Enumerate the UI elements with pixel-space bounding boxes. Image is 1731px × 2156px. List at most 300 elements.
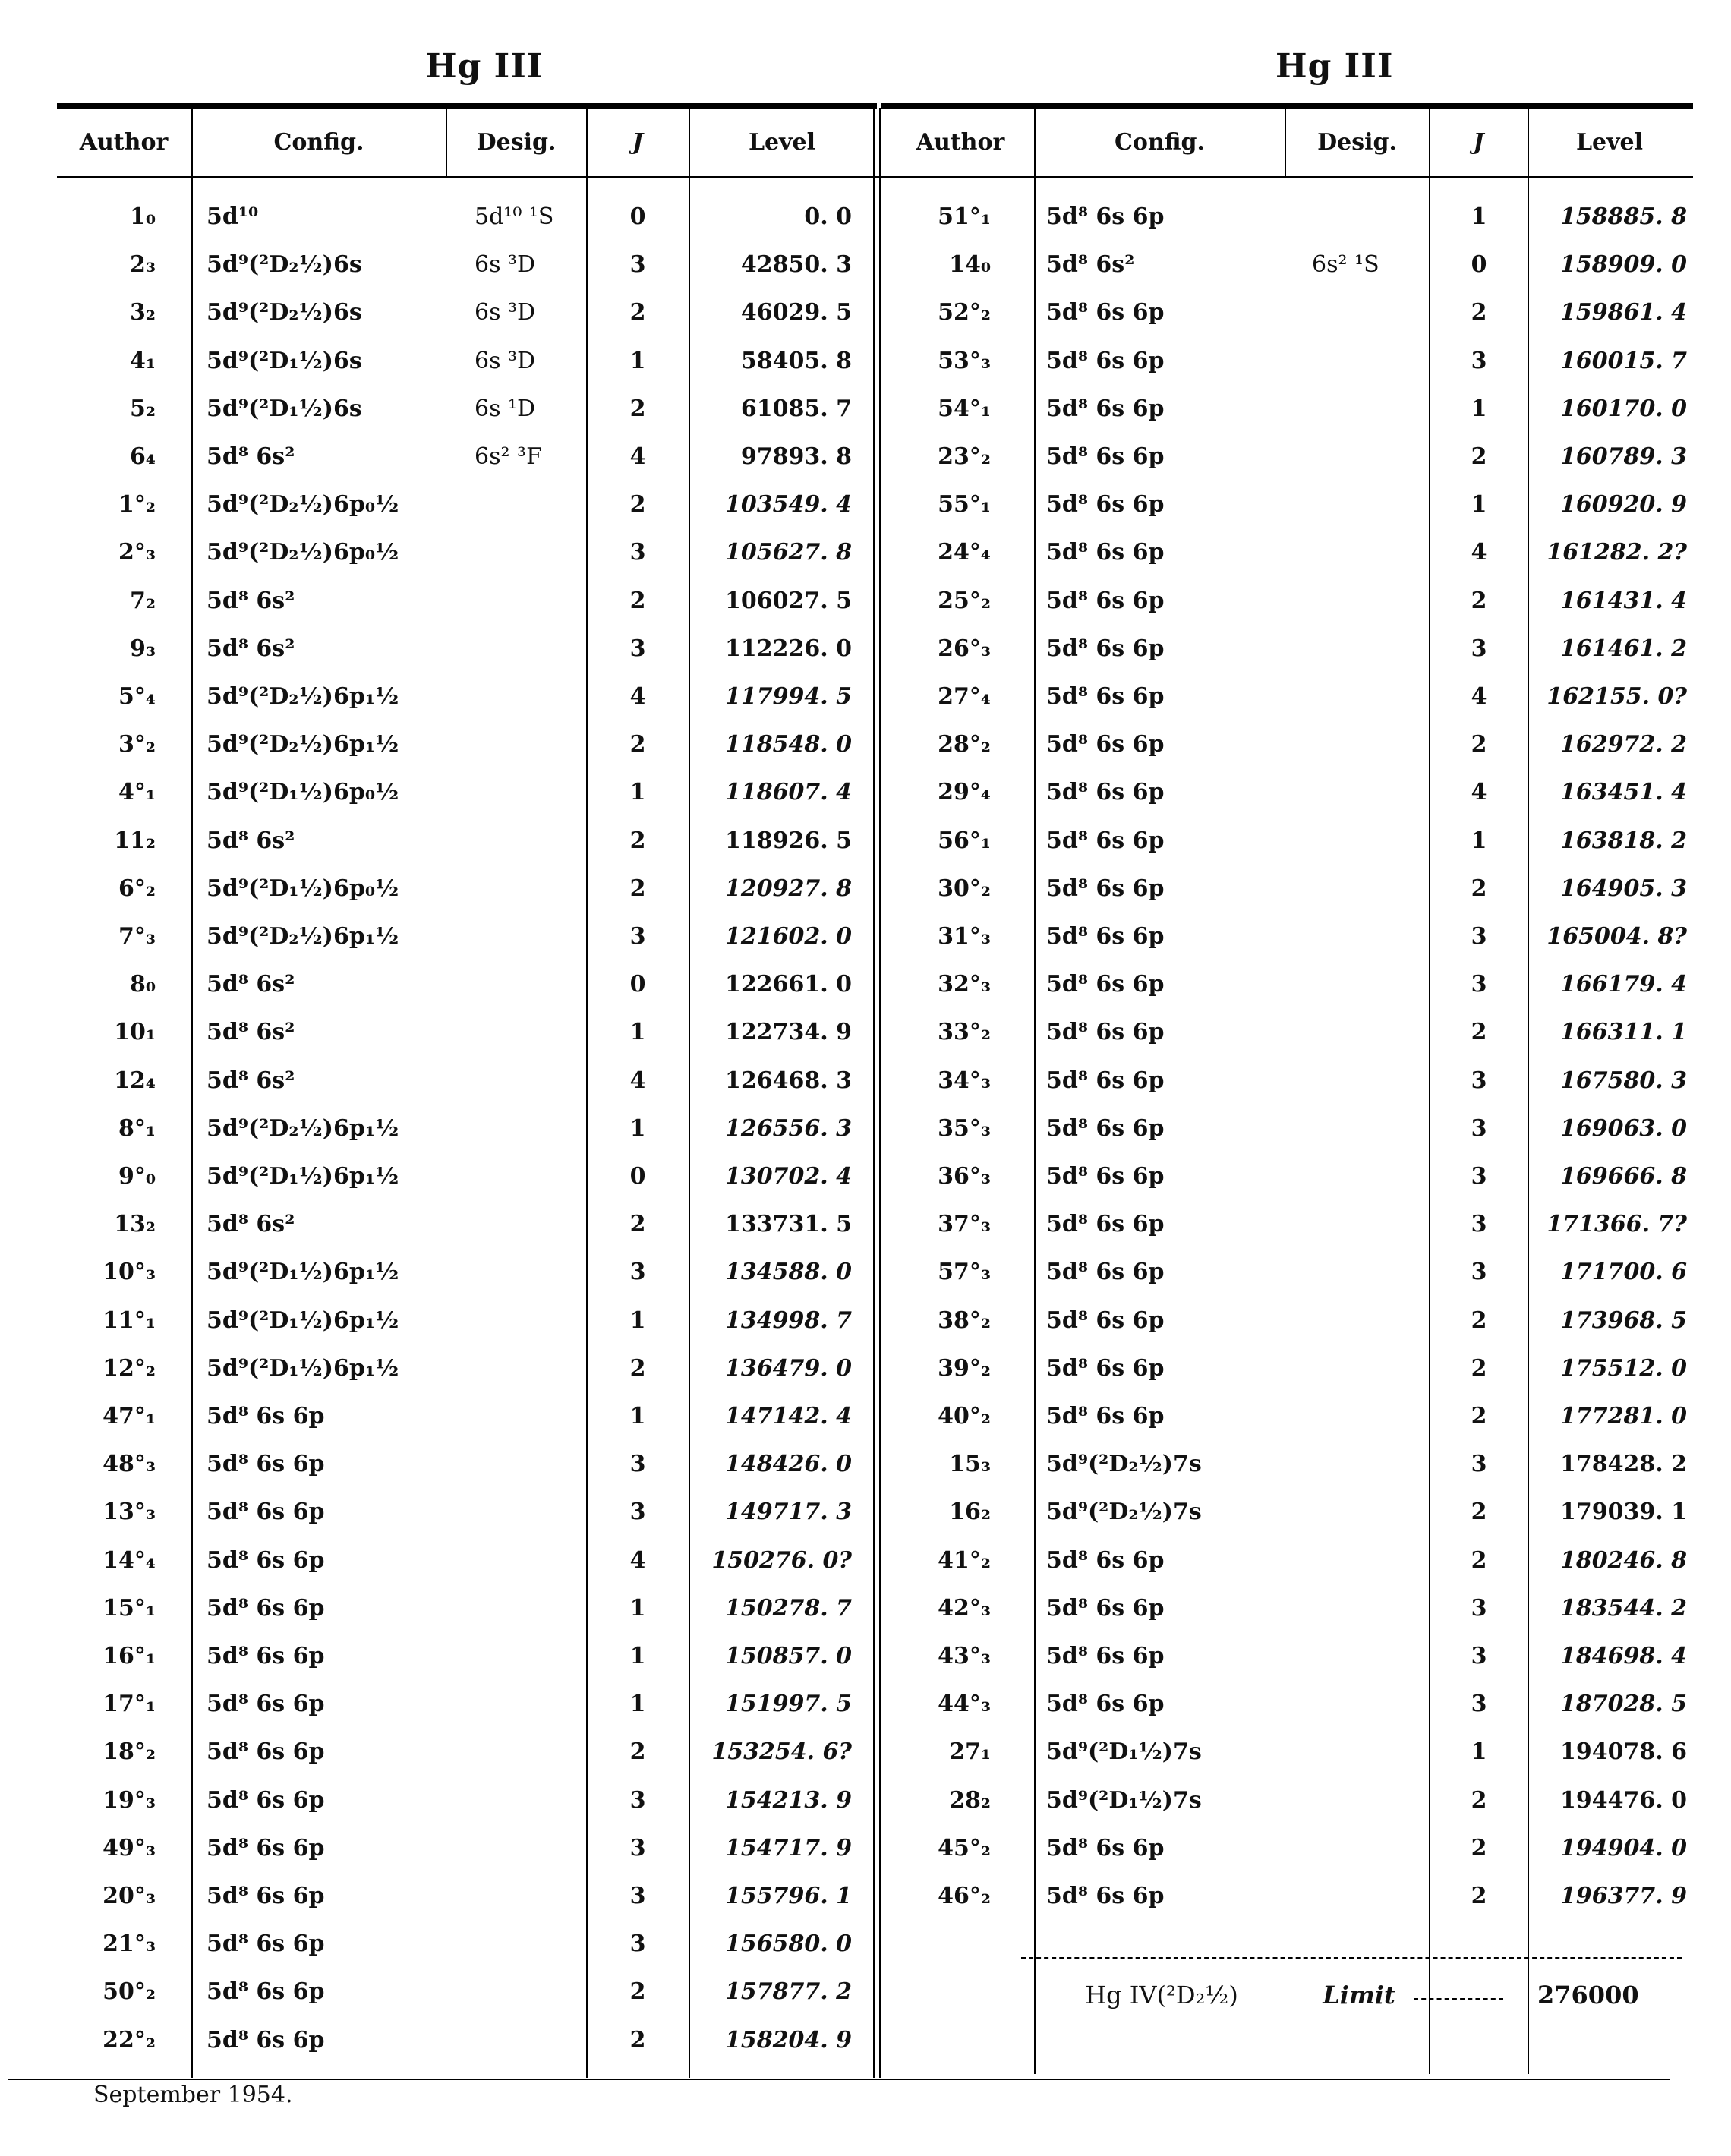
cell-level: 160170. 0	[1559, 395, 1687, 422]
table-row	[0, 1921, 1731, 1968]
cell-author: 57°₃	[938, 1259, 991, 1286]
cell-j: 3	[629, 1883, 646, 1909]
table-row	[0, 913, 1731, 960]
cell-desig	[1312, 1297, 1426, 1344]
cell-author: 52°₂	[938, 299, 991, 326]
cell-config: 5d⁹(²D₂½)6p₁½	[207, 731, 399, 758]
cell-level: 163451. 4	[1559, 779, 1687, 806]
cell-author: 41°₂	[938, 1546, 991, 1574]
cell-config: 5d⁸ 6s 6p	[1046, 635, 1165, 662]
cell-j: 4	[1471, 539, 1487, 566]
cell-config: 5d⁸ 6s²	[207, 827, 295, 854]
cell-level: 150278. 7	[724, 1594, 852, 1622]
cell-config: 5d⁹(²D₂½)6s	[207, 251, 362, 279]
cell-author: 20°₃	[102, 1883, 156, 1909]
cell-author: 4₁	[129, 347, 156, 374]
cell-config: 5d⁸ 6s 6p	[207, 1691, 325, 1718]
cell-desig	[1312, 721, 1426, 768]
col-header-config-left: Config.	[273, 129, 364, 156]
cell-desig	[1312, 1441, 1426, 1488]
cell-j: 2	[629, 1354, 646, 1382]
cell-level: 97893. 8	[740, 443, 852, 470]
cell-desig	[1312, 1105, 1426, 1152]
cell-author: 47°₁	[102, 1403, 156, 1429]
cell-level: 42850. 3	[740, 251, 852, 279]
cell-level: 179039. 1	[1559, 1499, 1687, 1526]
cell-desig	[1312, 626, 1426, 673]
cell-level: 112226. 0	[724, 635, 852, 662]
cell-level: 126556. 3	[724, 1114, 852, 1142]
cell-config: 5d⁹(²D₂½)7s	[1046, 1451, 1202, 1478]
cell-config: 5d⁹(²D₂½)6s	[207, 299, 362, 326]
cell-config: 5d⁸ 6s 6p	[1046, 347, 1165, 374]
cell-config: 5d⁸ 6s 6p	[1046, 1019, 1165, 1046]
cell-level: 133731. 5	[724, 1211, 852, 1238]
cell-desig	[1312, 1681, 1426, 1728]
table-row	[0, 1777, 1731, 1824]
cell-desig	[1312, 865, 1426, 913]
cell-j: 1	[1471, 1738, 1487, 1766]
cell-config: 5d⁸ 6s 6p	[1046, 1259, 1165, 1286]
cell-config: 5d⁸ 6s 6p	[1046, 1307, 1165, 1334]
cell-desig	[475, 1968, 588, 2016]
cell-level: 183544. 2	[1559, 1594, 1687, 1622]
cell-level: 163818. 2	[1559, 827, 1687, 854]
cell-level: 160789. 3	[1559, 443, 1687, 470]
cell-desig	[1312, 1729, 1426, 1776]
table-row	[0, 721, 1731, 768]
cell-j: 2	[1471, 875, 1487, 902]
table-row	[0, 1585, 1731, 1632]
cell-author: 1₀	[129, 203, 156, 230]
cell-j: 0	[1471, 251, 1487, 279]
cell-desig: 6s² ³F	[475, 443, 542, 470]
cell-j: 2	[629, 491, 646, 519]
cell-level: 157877. 2	[724, 1978, 852, 2006]
cell-level: 171700. 6	[1559, 1259, 1687, 1286]
cell-level: 58405. 8	[740, 347, 852, 374]
cell-j: 2	[629, 299, 646, 326]
cell-j: 4	[1471, 683, 1487, 710]
cell-j: 1	[629, 1114, 646, 1142]
cell-config: 5d⁹(²D₁½)7s	[1046, 1738, 1202, 1766]
cell-j: 0	[629, 971, 646, 998]
cell-level: 166311. 1	[1559, 1019, 1687, 1046]
cell-desig: 5d¹⁰ ¹S	[475, 203, 554, 230]
cell-level: 158885. 8	[1559, 203, 1687, 230]
cell-desig	[1312, 913, 1426, 960]
cell-desig	[1312, 1585, 1426, 1632]
cell-j: 2	[629, 1211, 646, 1238]
table-row	[0, 1345, 1731, 1392]
col-header-desig-right: Desig.	[1317, 129, 1397, 156]
cell-level: 147142. 4	[724, 1403, 852, 1429]
cell-author: 23°₂	[938, 443, 991, 470]
cell-desig	[1312, 1153, 1426, 1200]
cell-author: 9°₀	[118, 1163, 156, 1190]
cell-j: 0	[629, 1163, 646, 1190]
cell-config: 5d⁸ 6s 6p	[1046, 1643, 1165, 1669]
cell-desig: 6s² ¹S	[1312, 251, 1379, 279]
cell-level: 187028. 5	[1559, 1691, 1687, 1718]
cell-config: 5d⁸ 6s 6p	[1046, 1546, 1165, 1574]
cell-desig	[1312, 769, 1426, 816]
cell-desig	[1312, 673, 1426, 720]
cell-config: 5d⁸ 6s 6p	[207, 1883, 325, 1909]
cell-config: 5d⁹(²D₂½)6p₀½	[207, 491, 399, 519]
cell-j: 3	[1471, 1451, 1487, 1478]
cell-author: 22°₂	[102, 2026, 156, 2054]
cell-desig	[1312, 961, 1426, 1008]
cell-config: 5d⁹(²D₁½)6p₀½	[207, 875, 399, 902]
table-row	[0, 1489, 1731, 1536]
cell-desig: 6s ¹D	[475, 395, 536, 422]
cell-config: 5d⁸ 6s 6p	[1046, 923, 1165, 950]
cell-j: 3	[1471, 1163, 1487, 1190]
cell-config: 5d⁸ 6s 6p	[1046, 1691, 1165, 1718]
cell-config: 5d⁸ 6s 6p	[207, 1931, 325, 1958]
cell-j: 1	[629, 347, 646, 374]
cell-desig: 6s ³D	[475, 347, 536, 374]
cell-j: 2	[1471, 1546, 1487, 1574]
cell-config: 5d⁸ 6s 6p	[207, 1403, 325, 1429]
cell-j: 1	[1471, 827, 1487, 854]
cell-j: 3	[1471, 1643, 1487, 1669]
cell-author: 43°₃	[938, 1643, 991, 1669]
cell-author: 11°₁	[102, 1307, 156, 1334]
cell-config: 5d⁹(²D₁½)6p₁½	[207, 1354, 399, 1382]
cell-level: 155796. 1	[724, 1883, 852, 1909]
cell-config: 5d⁸ 6s²	[207, 1067, 295, 1094]
cell-level: 117994. 5	[724, 683, 852, 710]
cell-desig	[1312, 1249, 1426, 1296]
cell-j: 2	[1471, 1834, 1487, 1861]
column-separator	[1285, 108, 1286, 176]
table-row	[0, 1825, 1731, 1872]
cell-j: 2	[629, 395, 646, 422]
cell-level: 46029. 5	[740, 299, 852, 326]
cell-j: 3	[1471, 1114, 1487, 1142]
cell-level: 118926. 5	[724, 827, 852, 854]
cell-j: 4	[1471, 779, 1487, 806]
cell-author: 28₂	[949, 1786, 991, 1814]
cell-desig	[1312, 818, 1426, 865]
cell-level: 134588. 0	[724, 1259, 852, 1286]
table-row	[0, 433, 1731, 481]
limit-config: Hg IV(²D₂½)	[1085, 1981, 1238, 2009]
cell-author: 24°₄	[938, 539, 991, 566]
cell-config: 5d⁸ 6s 6p	[1046, 683, 1165, 710]
cell-config: 5d⁹(²D₁½)6p₁½	[207, 1259, 399, 1286]
cell-author: 5°₄	[118, 683, 156, 710]
cell-j: 0	[629, 203, 646, 230]
cell-config: 5d⁸ 6s²	[207, 443, 295, 470]
cell-j: 2	[1471, 299, 1487, 326]
cell-level: 150276. 0?	[711, 1546, 852, 1574]
cell-j: 3	[629, 1786, 646, 1814]
cell-desig	[1312, 1345, 1426, 1392]
cell-config: 5d⁸ 6s 6p	[1046, 587, 1165, 614]
cell-j: 2	[629, 2026, 646, 2054]
table-row	[0, 1393, 1731, 1440]
cell-j: 1	[629, 1643, 646, 1669]
cell-config: 5d⁸ 6s 6p	[1046, 1211, 1165, 1238]
cell-author: 25°₂	[938, 587, 991, 614]
cell-author: 2°₃	[118, 539, 156, 566]
cell-config: 5d⁸ 6s 6p	[207, 1786, 325, 1814]
cell-config: 5d⁸ 6s 6p	[1046, 1067, 1165, 1094]
cell-config: 5d⁸ 6s 6p	[1046, 1883, 1165, 1909]
cell-author: 36°₃	[938, 1163, 991, 1190]
cell-author: 4°₁	[118, 779, 156, 806]
cell-level: 178428. 2	[1559, 1451, 1687, 1478]
cell-config: 5d⁹(²D₂½)6p₁½	[207, 683, 399, 710]
cell-desig	[1312, 289, 1426, 336]
cell-author: 21°₃	[102, 1931, 156, 1958]
cell-j: 3	[629, 1931, 646, 1958]
cell-config: 5d⁸ 6s 6p	[1046, 443, 1165, 470]
cell-level: 161461. 2	[1559, 635, 1687, 662]
cell-author: 29°₄	[938, 779, 991, 806]
limit-label: Limit	[1323, 1981, 1395, 2009]
cell-author: 54°₁	[938, 395, 991, 422]
cell-author: 1°₂	[118, 491, 156, 519]
cell-desig: 6s ³D	[475, 251, 536, 279]
cell-author: 12°₂	[102, 1354, 156, 1382]
cell-desig	[475, 1921, 588, 1968]
cell-level: 153254. 6?	[711, 1738, 852, 1766]
cell-j: 2	[1471, 1354, 1487, 1382]
table-row	[0, 1729, 1731, 1776]
cell-level: 156580. 0	[724, 1931, 852, 1958]
cell-j: 2	[1471, 731, 1487, 758]
table-row	[0, 194, 1731, 241]
cell-level: 134998. 7	[724, 1307, 852, 1334]
cell-config: 5d⁸ 6s²	[1046, 251, 1135, 279]
cell-j: 2	[629, 1978, 646, 2006]
col-header-author-left: Author	[79, 129, 169, 156]
cell-config: 5d⁸ 6s 6p	[207, 2026, 325, 2054]
cell-author: 51°₁	[938, 203, 991, 230]
cell-j: 1	[629, 1691, 646, 1718]
cell-author: 7°₃	[118, 923, 156, 950]
cell-author: 15°₁	[102, 1594, 156, 1622]
table-row	[0, 626, 1731, 673]
cell-author: 10₁	[114, 1019, 156, 1046]
cell-j: 2	[629, 1738, 646, 1766]
cell-author: 2₃	[129, 251, 156, 279]
cell-level: 130702. 4	[724, 1163, 852, 1190]
table-row	[0, 578, 1731, 625]
cell-author: 27°₄	[938, 683, 991, 710]
cell-level: 196377. 9	[1559, 1883, 1687, 1909]
cell-j: 2	[629, 731, 646, 758]
cell-j: 1	[629, 1403, 646, 1429]
cell-j: 3	[629, 1834, 646, 1861]
cell-desig	[1312, 481, 1426, 528]
cell-config: 5d⁸ 6s 6p	[207, 1978, 325, 2006]
cell-j: 3	[1471, 635, 1487, 662]
footer-rule	[8, 2079, 1670, 2080]
cell-author: 6₄	[129, 443, 156, 470]
cell-author: 5₂	[129, 395, 156, 422]
cell-desig	[475, 2017, 588, 2064]
cell-desig	[1312, 194, 1426, 241]
cell-level: 118548. 0	[724, 731, 852, 758]
table-row	[0, 529, 1731, 576]
cell-author: 27₁	[949, 1738, 991, 1766]
cell-author: 32°₃	[938, 971, 991, 998]
cell-j: 2	[1471, 1307, 1487, 1334]
cell-config: 5d⁹(²D₁½)6s	[207, 347, 362, 374]
cell-level: 173968. 5	[1559, 1307, 1687, 1334]
cell-config: 5d⁸ 6s 6p	[1046, 203, 1165, 230]
cell-j: 4	[629, 683, 646, 710]
cell-level: 159861. 4	[1559, 299, 1687, 326]
cell-config: 5d⁸ 6s 6p	[1046, 875, 1165, 902]
cell-level: 165004. 8?	[1547, 923, 1687, 950]
cell-j: 2	[1471, 1019, 1487, 1046]
table-row	[0, 1441, 1731, 1488]
cell-author: 19°₃	[102, 1786, 156, 1814]
cell-j: 4	[629, 443, 646, 470]
cell-j: 2	[629, 587, 646, 614]
cell-desig	[1312, 1058, 1426, 1105]
cell-level: 103549. 4	[724, 491, 852, 519]
cell-j: 2	[629, 827, 646, 854]
limit-dash	[1414, 1998, 1503, 2000]
cell-author: 7₂	[129, 587, 156, 614]
cell-config: 5d⁸ 6s 6p	[207, 1546, 325, 1574]
cell-config: 5d⁸ 6s²	[207, 1211, 295, 1238]
cell-author: 13₂	[114, 1211, 156, 1238]
cell-config: 5d⁸ 6s 6p	[207, 1738, 325, 1766]
cell-desig	[1312, 1537, 1426, 1584]
cell-j: 3	[1471, 1067, 1487, 1094]
cell-author: 44°₃	[938, 1691, 991, 1718]
cell-config: 5d⁸ 6s 6p	[1046, 779, 1165, 806]
limit-value: 276000	[1537, 1981, 1639, 2009]
cell-desig	[1312, 1201, 1426, 1248]
header-bottom-rule	[57, 176, 1693, 178]
cell-author: 34°₃	[938, 1067, 991, 1094]
cell-level: 148426. 0	[724, 1451, 852, 1478]
cell-j: 3	[1471, 1211, 1487, 1238]
cell-author: 6°₂	[118, 875, 156, 902]
cell-level: 0. 0	[804, 203, 852, 230]
cell-j: 4	[629, 1067, 646, 1094]
column-separator	[446, 108, 447, 176]
cell-j: 1	[629, 1307, 646, 1334]
table-row	[0, 481, 1731, 528]
cell-author: 15₃	[949, 1451, 991, 1478]
cell-config: 5d⁹(²D₁½)6p₁½	[207, 1163, 399, 1190]
table-row	[0, 673, 1731, 720]
cell-author: 46°₂	[938, 1883, 991, 1909]
cell-j: 4	[629, 1546, 646, 1574]
table-row	[0, 1968, 1731, 2016]
cell-desig	[1312, 1825, 1426, 1872]
cell-config: 5d⁸ 6s 6p	[1046, 299, 1165, 326]
cell-level: 194904. 0	[1559, 1834, 1687, 1861]
cell-level: 160015. 7	[1559, 347, 1687, 374]
cell-j: 1	[629, 1019, 646, 1046]
table-row	[0, 961, 1731, 1008]
col-header-author-right: Author	[916, 129, 1005, 156]
cell-author: 48°₃	[102, 1451, 156, 1478]
cell-level: 136479. 0	[724, 1354, 852, 1382]
cell-config: 5d⁸ 6s 6p	[1046, 827, 1165, 854]
table-row	[0, 865, 1731, 913]
cell-j: 3	[629, 1259, 646, 1286]
col-header-config-right: Config.	[1115, 129, 1205, 156]
cell-desig	[1312, 578, 1426, 625]
cell-desig	[1312, 1393, 1426, 1440]
cell-config: 5d¹⁰	[207, 203, 259, 230]
table-row	[0, 1537, 1731, 1584]
cell-author: 8₀	[129, 971, 156, 998]
cell-j: 2	[1471, 1883, 1487, 1909]
cell-level: 154213. 9	[724, 1786, 852, 1814]
cell-desig: 6s ³D	[475, 299, 536, 326]
cell-j: 2	[1471, 1786, 1487, 1814]
cell-author: 9₃	[129, 635, 156, 662]
cell-config: 5d⁸ 6s²	[207, 587, 295, 614]
cell-author: 53°₃	[938, 347, 991, 374]
cell-author: 39°₂	[938, 1354, 991, 1382]
cell-author: 17°₁	[102, 1691, 156, 1718]
page-title-left: Hg III	[425, 47, 544, 86]
cell-desig	[1312, 338, 1426, 385]
cell-j: 1	[1471, 395, 1487, 422]
cell-level: 121602. 0	[724, 923, 852, 950]
cell-level: 194078. 6	[1559, 1738, 1687, 1766]
cell-config: 5d⁸ 6s 6p	[1046, 1594, 1165, 1622]
table-row	[0, 1297, 1731, 1344]
cell-author: 38°₂	[938, 1307, 991, 1334]
cell-author: 3°₂	[118, 731, 156, 758]
cell-author: 30°₂	[938, 875, 991, 902]
cell-level: 118607. 4	[724, 779, 852, 806]
col-header-level-left: Level	[748, 129, 816, 156]
cell-author: 50°₂	[102, 1978, 156, 2006]
cell-config: 5d⁸ 6s 6p	[207, 1499, 325, 1526]
cell-level: 162155. 0?	[1547, 683, 1687, 710]
cell-level: 154717. 9	[724, 1834, 852, 1861]
cell-author: 49°₃	[102, 1834, 156, 1861]
table-row	[0, 1249, 1731, 1296]
cell-j: 3	[629, 1451, 646, 1478]
cell-level: 169666. 8	[1559, 1163, 1687, 1190]
cell-config: 5d⁸ 6s²	[207, 1019, 295, 1046]
cell-level: 162972. 2	[1559, 731, 1687, 758]
cell-j: 3	[1471, 923, 1487, 950]
cell-config: 5d⁸ 6s 6p	[1046, 971, 1165, 998]
header-top-rule-left	[57, 103, 877, 109]
cell-j: 1	[629, 1594, 646, 1622]
cell-level: 175512. 0	[1559, 1354, 1687, 1382]
cell-j: 3	[1471, 971, 1487, 998]
cell-config: 5d⁸ 6s 6p	[207, 1594, 325, 1622]
table-row	[0, 1105, 1731, 1152]
cell-level: 194476. 0	[1559, 1786, 1687, 1814]
cell-j: 3	[1471, 347, 1487, 374]
table-row	[0, 1153, 1731, 1200]
cell-level: 184698. 4	[1559, 1643, 1687, 1669]
cell-author: 16₂	[949, 1499, 991, 1526]
table-row	[0, 2017, 1731, 2064]
cell-author: 28°₂	[938, 731, 991, 758]
